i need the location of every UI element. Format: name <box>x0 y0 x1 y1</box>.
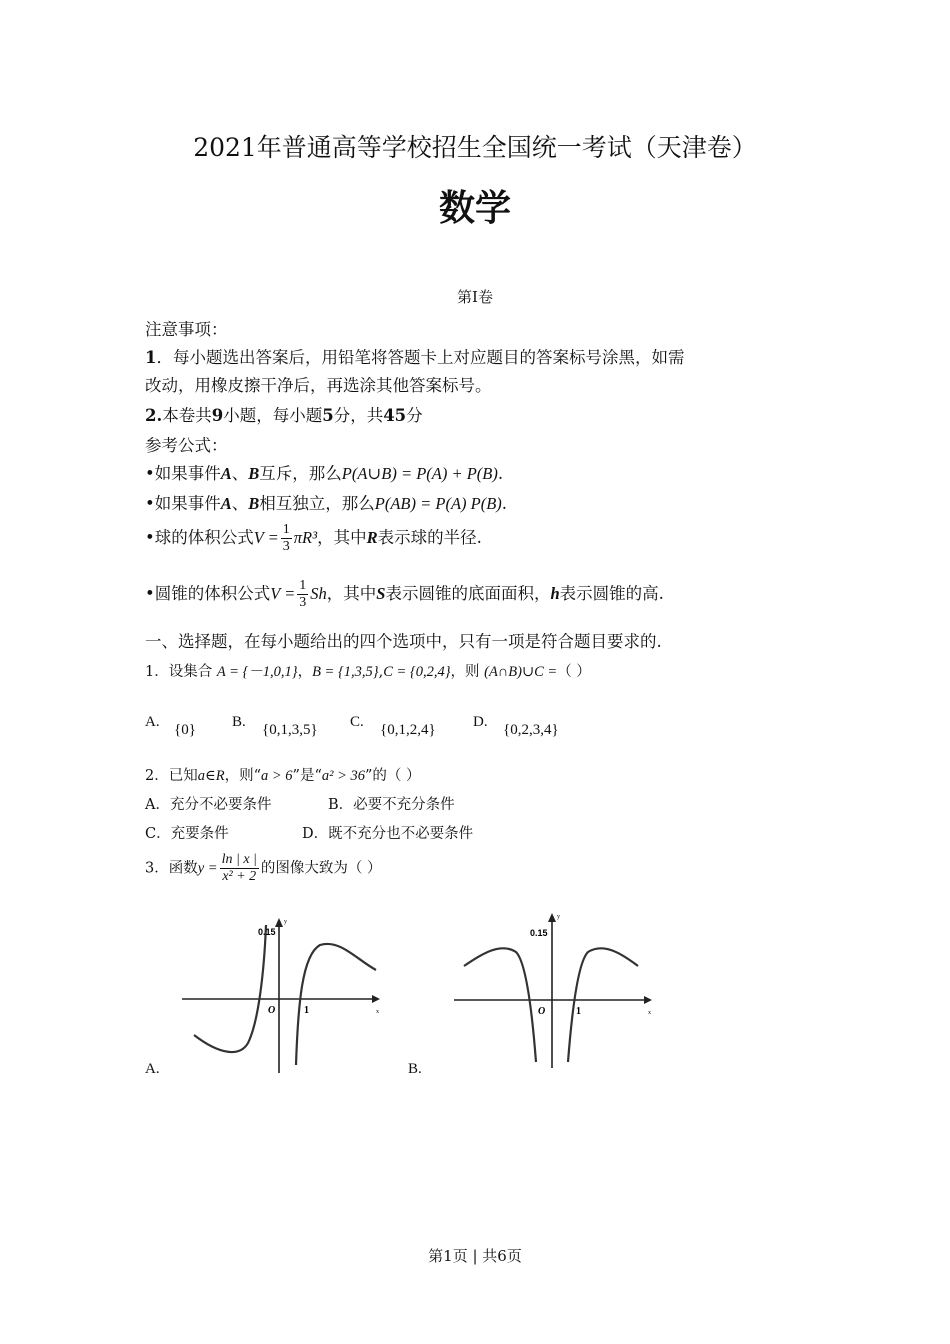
q3-graph-a <box>180 915 390 1075</box>
section-heading: 一、选择题，在每小题给出的四个选项中，只有一项是符合题目要求的. <box>145 632 662 651</box>
graph-b-y-arrow-icon <box>548 913 556 922</box>
page-footer: 第1页 | 共6页 <box>428 1247 522 1265</box>
graph-b-origin: O <box>538 1006 546 1017</box>
q2-option-d: D．既不充分也不必要条件 <box>302 826 474 842</box>
question-1-stem: 1．设集合 A = {－1,0,1}，B = {1,3,5},C = {0,2,4}，则 (A∩B)∪C =（ ） <box>145 664 591 680</box>
q2-option-a: A．充分不必要条件 <box>145 797 272 813</box>
graph-a-ytick: 0.15 <box>258 927 276 937</box>
q1-option-d-label: D. <box>473 714 488 730</box>
graph-b-ytick: 0.15 <box>530 928 548 938</box>
graph-b-x-label: x <box>648 1010 651 1016</box>
graph-b-left-branch <box>464 948 536 1062</box>
graph-a-y-label: y <box>284 919 287 925</box>
question-2-stem: 2．已知a∈R，则“a > 6”是“a² > 36”的（ ） <box>145 768 421 784</box>
q1-option-b: {0,1,3,5} <box>262 722 318 738</box>
q3-option-b-label: B. <box>408 1061 422 1077</box>
graph-a-origin: O <box>268 1005 276 1016</box>
subject-title: 数学 <box>438 188 511 229</box>
q2-option-b: B．必要不充分条件 <box>328 797 455 813</box>
q1-option-c-label: C. <box>350 714 364 730</box>
graph-b-x-arrow-icon <box>644 996 652 1004</box>
q1-option-a: {0} <box>174 722 196 738</box>
graph-a-left-branch <box>194 925 266 1052</box>
q1-option-d: {0,2,3,4} <box>503 722 559 738</box>
q1-option-c: {0,1,2,4} <box>380 722 436 738</box>
q3-graph-b <box>452 910 662 1070</box>
note-item-1-cont: 改动，用橡皮擦干净后，再选涂其他答案标号。 <box>145 376 492 395</box>
q1-option-a-label: A. <box>145 714 160 730</box>
formula-sphere-volume: •球的体积公式V = $\frac{1}{3}$ πR³，其中R表示球的半径. <box>145 522 482 554</box>
q1-option-b-label: B. <box>232 714 246 730</box>
formulas-heading: 参考公式： <box>145 436 228 455</box>
formula-cone-volume: •圆锥的体积公式V = $\frac{1}{3}$ Sh，其中S表示圆锥的底面面积，h表示圆锥的高. <box>145 578 664 610</box>
note-item-2: 2.本卷共9小题，每小题5分，共45分 <box>145 406 423 425</box>
formula-independent: •如果事件A、B相互独立，那么P(AB) = P(A) P(B). <box>145 494 508 513</box>
volume-label: 第I卷 <box>457 288 493 306</box>
graph-b-xtick: 1 <box>576 1006 581 1017</box>
note-item-1: 1．每小题选出答案后，用铅笔将答题卡上对应题目的答案标号涂黑，如需 <box>145 348 685 367</box>
q2-option-c: C．充要条件 <box>145 826 229 842</box>
notes-heading: 注意事项： <box>145 320 228 339</box>
formula-exclusive: •如果事件A、B互斥，那么P(A∪B) = P(A) + P(B). <box>145 464 504 483</box>
graph-a-xtick: 1 <box>304 1005 309 1016</box>
graph-a-y-arrow-icon <box>275 918 283 927</box>
graph-b-y-label: y <box>557 914 560 920</box>
q3-option-a-label: A. <box>145 1061 160 1077</box>
exam-title: 2021年普通高等学校招生全国统一考试（天津卷） <box>193 133 757 162</box>
graph-a-x-arrow-icon <box>372 995 380 1003</box>
question-3-stem: 3．函数y = $\frac{\ln | x |}{\text{x² + 2}}$ 的图像大致为（ ） <box>145 852 382 884</box>
graph-a-x-label: x <box>376 1009 379 1015</box>
